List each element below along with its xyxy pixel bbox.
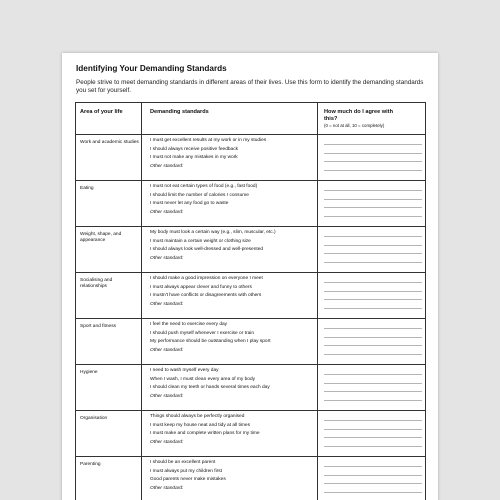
area-label: Sport and fitness [80,324,116,329]
header-agree [324,109,404,130]
rating-line[interactable] [324,308,422,309]
standard-item: When I wash, I must clean every area of my body [150,376,256,382]
rating-line[interactable] [324,400,422,401]
rating-line[interactable] [324,446,422,447]
row-divider [76,180,425,181]
rating-line[interactable] [324,374,422,375]
rating-line[interactable] [324,420,422,421]
rating-line[interactable] [324,144,422,145]
standard-item: I should clean my teeth or hands several times each day [150,385,270,391]
rating-line[interactable] [324,475,422,476]
area-label: Weight, shape, and appearance [80,232,122,243]
header-agree-scale: (0 = not at all, 10 = completely) [324,123,385,129]
rating-line[interactable] [324,245,422,246]
standard-item: I must keep my house neat and tidy at all times [150,422,250,428]
other-standard-label: Other standard: [150,440,184,446]
area-label: Parenting [80,462,101,467]
column-divider [141,103,142,500]
standard-item: I should always look well-dressed and well-presented [150,247,264,253]
standard-item: I should push myself whenever I exercise or train [150,330,254,336]
standard-item: I must not eat certain types of food (e.g., fast food) [150,184,258,189]
standard-item: I feel the need to exercise every day [150,322,228,327]
other-standard-label: Other standard: [150,302,184,308]
worksheet-page [62,53,438,500]
row-divider [76,272,425,273]
rating-line[interactable] [324,299,422,300]
rating-line[interactable] [324,236,422,237]
standard-item: I must never let any food go to waste [150,201,229,207]
standard-item: I must always put my children first [150,468,222,474]
area-label: Work and academic studies [80,140,139,145]
standard-item: I should be an excellent parent [150,460,216,465]
rating-line[interactable] [324,190,422,191]
rating-line[interactable] [324,337,422,338]
rating-line[interactable] [324,262,422,263]
rating-line[interactable] [324,253,422,254]
standard-item: Good parents never make mistakes [150,477,226,483]
standard-item: My performance should be outstanding when I play sport [150,339,271,345]
rating-line[interactable] [324,466,422,467]
standard-item: I must not make any mistakes in my work [150,155,238,161]
other-standard-label: Other standard: [150,348,184,354]
standards-list [150,183,314,218]
column-divider [317,103,318,500]
worksheet-intro: People strive to meet demanding standards in different areas of their lives. Use this form to identify the demanding standards you set for yourself. [76,79,424,94]
standard-item: Things should always be perfectly organised [150,414,245,419]
standards-list [150,275,314,310]
rating-line[interactable] [324,282,422,283]
area-label: Eating [80,186,94,191]
other-standard-label: Other standard: [150,394,184,400]
other-standard-label: Other standard: [150,486,184,492]
standards-list [150,137,314,172]
header-standards: Demanding standards [150,109,209,115]
standards-list [150,229,314,264]
rating-line[interactable] [324,437,422,438]
rating-line[interactable] [324,429,422,430]
standard-item: I mustn't have conflicts or disagreements with others [150,293,262,299]
header-agree-label: How much do I agree with this? [324,109,393,122]
standards-list [150,459,314,494]
rating-line[interactable] [324,161,422,162]
row-divider [76,364,425,365]
rating-line[interactable] [324,328,422,329]
other-standard-label: Other standard: [150,256,184,262]
standard-item: My body must look a certain way (e.g., slim, muscular, etc.) [150,230,276,235]
rating-line[interactable] [324,207,422,208]
standard-item: I must make and complete written plans for my time [150,431,260,437]
rating-line[interactable] [324,391,422,392]
row-divider [76,318,425,319]
standards-list [150,413,314,448]
standards-table [75,102,426,500]
rating-line[interactable] [324,153,422,154]
standards-list [150,367,314,402]
header-area: Area of your life [80,109,123,115]
standards-list [150,321,314,356]
standard-item: I should make a good impression on everyone I meet [150,276,263,281]
row-divider [76,226,425,227]
worksheet-title: Identifying Your Demanding Standards [76,64,227,73]
rating-line[interactable] [324,483,422,484]
area-label: Socialising and relationships [80,278,113,289]
rating-line[interactable] [324,354,422,355]
standard-item: I should always receive positive feedback [150,146,238,152]
standard-item: I must maintain a certain weight or clothing size [150,238,251,244]
rating-line[interactable] [324,345,422,346]
rating-line[interactable] [324,199,422,200]
other-standard-label: Other standard: [150,164,184,170]
standard-item: I need to wash myself every day [150,368,219,373]
rating-line[interactable] [324,383,422,384]
rating-line[interactable] [324,492,422,493]
rating-line[interactable] [324,291,422,292]
rating-line[interactable] [324,216,422,217]
area-label: Organisation [80,416,108,421]
standard-item: I must always appear clever and funny to others [150,284,252,290]
row-divider [76,456,425,457]
standard-item: I must get excellent results at my work or in my studies [150,138,267,143]
header-divider [76,134,425,135]
rating-line[interactable] [324,170,422,171]
other-standard-label: Other standard: [150,210,184,216]
row-divider [76,410,425,411]
standard-item: I should limit the number of calories I consume [150,192,249,198]
area-label: Hygiene [80,370,98,375]
